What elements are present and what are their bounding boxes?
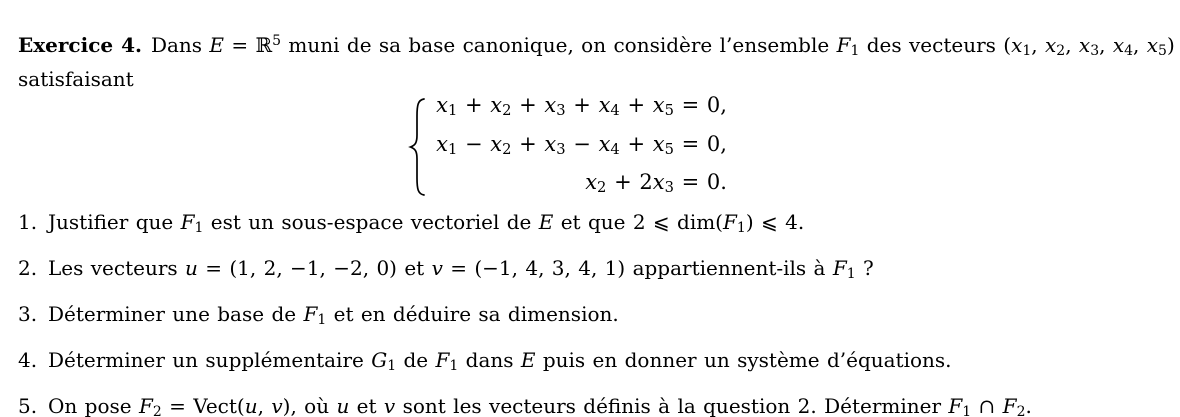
question-text: Justifier que F1 est un sous-espace vectoriel de E et que 2 ⩽ dim(F1) ⩽ 4. <box>48 210 805 237</box>
question-text: Déterminer une base de F1 et en déduire sa dimension. <box>48 302 619 329</box>
question-number: 3. <box>18 302 38 327</box>
system-brace-icon <box>407 97 427 197</box>
question-number: 1. <box>18 210 38 235</box>
question-number: 5. <box>18 394 38 417</box>
equation-list <box>436 89 727 205</box>
question-text: Les vecteurs u = (1, 2, −1, −2, 0) et v = (−1, 4, 3, 4, 1) appartiennent-ils à F1 ? <box>48 256 874 283</box>
equation-row-3: x2 + 2x3 = 0. <box>585 170 727 197</box>
equation-row-2: x1 − x2 + x3 − x4 + x5 = 0, <box>436 131 727 158</box>
question-number: 4. <box>18 348 38 373</box>
question-item-4 <box>18 347 1164 380</box>
question-text: On pose F2 = Vect(u, v), où u et v sont les vecteurs définis à la question 2. Déterminer F1 ∩ F2. <box>48 394 1032 417</box>
question-item-3 <box>18 301 1164 334</box>
equation-system <box>407 93 727 197</box>
equation-row-1: x1 + x2 + x3 + x4 + x5 = 0, <box>436 93 727 120</box>
question-text: Déterminer un supplémentaire G1 de F1 dans E puis en donner un système d’équations. <box>48 348 952 375</box>
question-item-2 <box>18 255 1164 288</box>
exercise-header-line1 <box>18 27 1175 65</box>
question-item-5 <box>18 393 1164 417</box>
exercise-intro-text: Dans E = ℝ$^5$ muni de sa base canonique, on considère l’ensemble F1 des vecteurs (x1, x2, x3, x4, x5) <box>150 33 1175 60</box>
exercise-header-line2: satisfaisant <box>18 67 134 92</box>
question-list <box>18 209 1164 417</box>
question-number: 2. <box>18 256 38 281</box>
exercise-label: Exercice 4. <box>18 33 142 57</box>
question-item-1 <box>18 209 1164 242</box>
